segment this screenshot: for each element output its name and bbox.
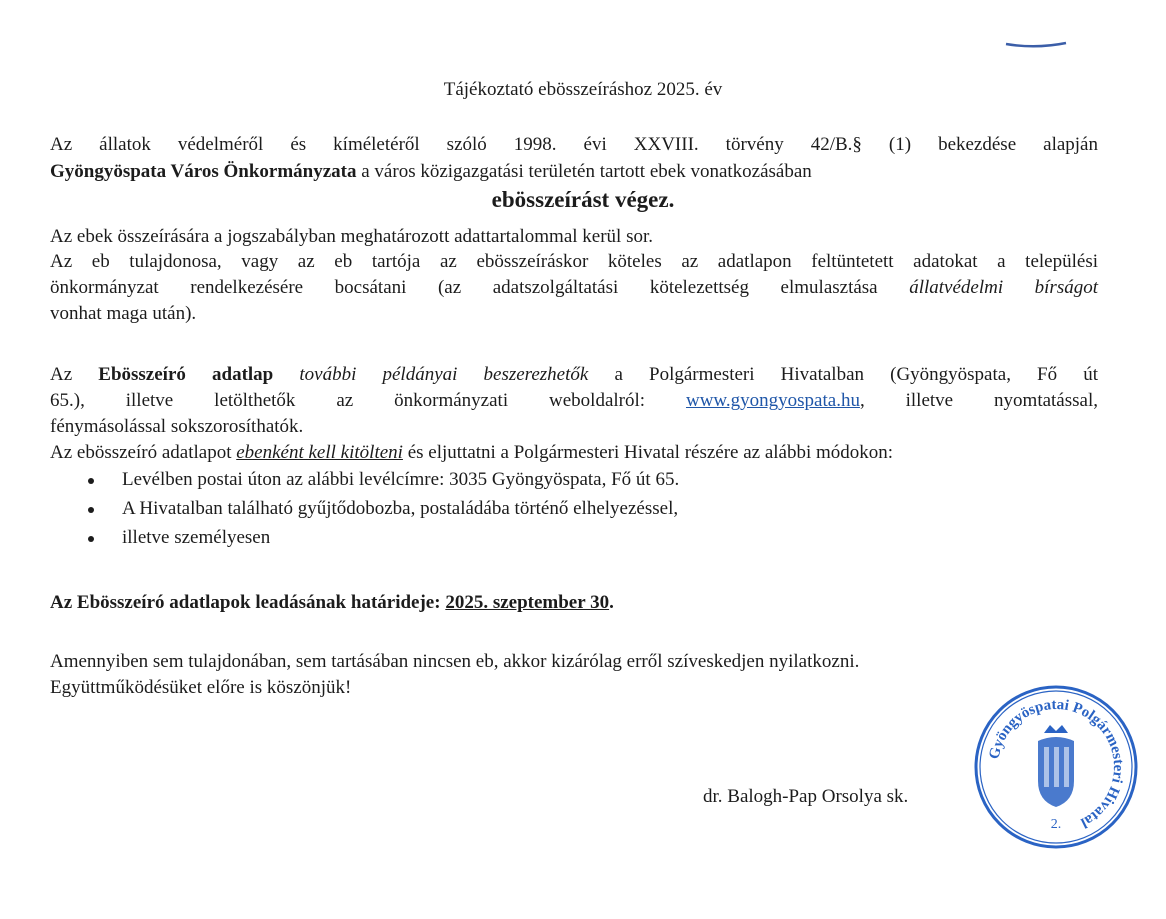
list-item — [50, 468, 1098, 492]
form-copies-line-1 — [50, 363, 1098, 387]
submission-instructions — [50, 441, 1098, 465]
owner-obligation-text: önkormányzat rendelkezésére bocsátani (az adatszolgáltatási kötelezettség elmulasztása — [50, 277, 910, 298]
scan-mark — [1004, 40, 1068, 48]
owner-obligation-line-1: Az eb tulajdonosa, vagy az eb tartója az ebösszeíráskor köteles az adatlapon feltüntetett adatokat a települési — [50, 251, 1098, 272]
coat-of-arms-icon — [1038, 725, 1074, 807]
website-link[interactable]: www.gyongyospata.hu — [685, 390, 860, 411]
closing-line-1: Amennyiben sem tulajdonában, sem tartásában nincsen eb, akkor kizárólag erről szíveskedjen nyilatkozni. — [50, 651, 860, 672]
form-name: Ebösszeíró adatlap — [98, 364, 274, 385]
fine-term: állatvédelmi bírságot — [909, 277, 1099, 298]
form-copies-line-3: fénymásolással sokszorosíthatók. — [50, 416, 304, 437]
deadline-label: Az Ebösszeíró adatlapok leadásának határideje: — [50, 592, 446, 613]
form-copies-prefix: Az — [50, 364, 99, 385]
per-dog-requirement: ebenként kell kitölteni — [236, 442, 403, 463]
list-item-text: illetve személyesen — [122, 527, 271, 548]
intro-line-2-rest: a város közigazgatási területén tartott ebek vonatkozásában — [356, 161, 812, 182]
signature: dr. Balogh-Pap Orsolya sk. — [703, 786, 909, 807]
bullet-icon — [88, 507, 94, 513]
intro-line-2 — [50, 160, 1098, 184]
stamp-text: Gyöngyöspatai Polgármesteri Hivatal — [986, 696, 1127, 831]
form-copies-line-2 — [50, 389, 1098, 413]
submission-methods-list — [50, 468, 1098, 550]
owner-obligation-line-2 — [50, 276, 1098, 300]
paragraph-data-content: Az ebek összeírására a jogszabályban meghatározott adattartalommal kerül sor. — [50, 226, 653, 247]
owner-obligation-line-3: vonhat maga után). — [50, 303, 197, 324]
municipality-name: Gyöngyöspata Város Önkormányzata — [50, 161, 357, 182]
form-download-text: 65.), illetve letölthetők az önkormányzati weboldalról: — [50, 390, 686, 411]
list-item — [50, 497, 1098, 521]
form-copies-italic: további példányai beszerezhetők — [299, 364, 589, 385]
bullet-icon — [88, 536, 94, 542]
list-item-text: A Hivatalban található gyűjtődobozba, postaládába történő elhelyezéssel, — [122, 498, 679, 519]
intro-line-1: Az állatok védelméről és kíméletéről szóló 1998. évi XXVIII. törvény 42/B.§ (1) bekezdése alapján — [50, 134, 1098, 155]
deadline-date: 2025. szeptember 30 — [445, 592, 610, 613]
deadline-dot: . — [609, 592, 614, 613]
stamp-number: 2. — [1050, 817, 1062, 832]
document-title: Tájékoztató ebösszeíráshoz 2025. év — [443, 79, 723, 100]
closing-line-2: Együttműködésüket előre is köszönjük! — [50, 677, 352, 698]
list-item-text: Levélben postai úton az alábbi levélcímre: 3035 Gyöngyöspata, Fő út 65. — [122, 469, 680, 490]
main-heading: ebösszeírást végez. — [491, 187, 675, 212]
submission-before: Az ebösszeíró adatlapot — [50, 442, 237, 463]
deadline-line — [50, 591, 1098, 615]
official-stamp — [972, 683, 1140, 851]
list-item — [50, 526, 1098, 550]
form-download-after: , illetve nyomtatással, — [859, 390, 1098, 411]
form-copies-rest: a Polgármesteri Hivatalban (Gyöngyöspata, Fő út — [588, 364, 1099, 385]
bullet-icon — [88, 478, 94, 484]
submission-after: és eljuttatni a Polgármesteri Hivatal részére az alábbi módokon: — [402, 442, 894, 463]
